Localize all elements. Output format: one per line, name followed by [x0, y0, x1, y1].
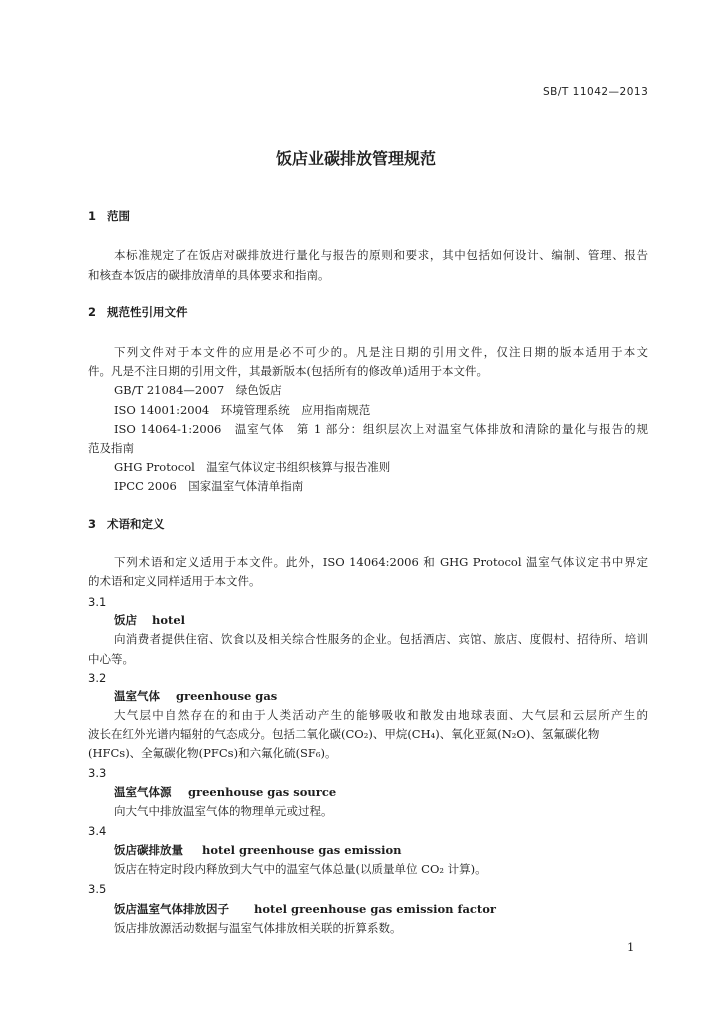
section-3-para-line-1: 下列术语和定义适用于本文件。此外，ISO 14064:2006 和 GHG Protocol 温室气体议定书中界定 — [114, 555, 648, 569]
term-definition-line: 波长在红外光谱内辐射的气态成分。包括二氧化碳(CO₂)、甲烷(CH₄)、氧化亚氮(N₂O)、氢氟碳化物 — [88, 727, 600, 741]
section-1-heading: 范围 — [107, 209, 130, 223]
section-2-para-line-2: 件。凡是不注日期的引用文件，其最新版本(包括所有的修改单)适用于本文件。 — [88, 364, 488, 378]
section-2-number: 2 — [88, 305, 97, 319]
term-english: hotel greenhouse gas emission factor — [254, 902, 496, 916]
term-definition-line: 向大气中排放温室气体的物理单元或过程。 — [114, 804, 333, 818]
term-definition-line: 饭店排放源活动数据与温室气体排放相关联的折算系数。 — [114, 921, 402, 935]
term-chinese: 饭店温室气体排放因子 — [114, 902, 229, 916]
term-chinese: 饭店 — [114, 613, 137, 627]
section-3-number: 3 — [88, 517, 97, 531]
page-number: 1 — [627, 940, 635, 954]
term-number: 3.5 — [88, 882, 107, 896]
term-number: 3.2 — [88, 671, 107, 685]
term-english: hotel — [152, 613, 186, 627]
term-number: 3.3 — [88, 766, 107, 780]
section-3-heading: 术语和定义 — [107, 517, 165, 531]
section-1-para-line-2: 和核查本饭店的碳排放清单的具体要求和指南。 — [88, 268, 330, 282]
term-definition-line: 中心等。 — [88, 652, 134, 666]
section-1-para-line-1: 本标准规定了在饭店对碳排放进行量化与报告的原则和要求，其中包括如何设计、编制、管理、报告 — [114, 248, 648, 262]
term-chinese: 温室气体源 — [114, 785, 172, 799]
reference-item: ISO 14001:2004 环境管理系统 应用指南规范 — [114, 403, 371, 417]
reference-item: GB/T 21084—2007 绿色饭店 — [114, 383, 282, 397]
term-number: 3.1 — [88, 595, 107, 609]
reference-item: GHG Protocol 温室气体议定书组织核算与报告准则 — [114, 460, 391, 474]
section-1-number: 1 — [88, 209, 97, 223]
term-definition-line: 饭店在特定时段内释放到大气中的温室气体总量(以质量单位 CO₂ 计算)。 — [114, 862, 487, 876]
section-2-para-line-1: 下列文件对于本文件的应用是必不可少的。凡是注日期的引用文件，仅注日期的版本适用于本文 — [114, 345, 648, 359]
standard-number: SB/T 11042—2013 — [543, 86, 649, 98]
section-3-para-line-2: 的术语和定义同样适用于本文件。 — [88, 574, 261, 588]
section-2-heading: 规范性引用文件 — [107, 305, 188, 319]
term-definition-line: (HFCs)、全氟碳化物(PFCs)和六氟化硫(SF₆)。 — [88, 746, 337, 760]
term-definition-line: 大气层中自然存在的和由于人类活动产生的能够吸收和散发由地球表面、大气层和云层所产生的 — [114, 708, 648, 722]
reference-item-continued: 范及指南 — [88, 441, 134, 455]
term-english: greenhouse gas — [176, 689, 278, 703]
reference-item: ISO 14064-1:2006 温室气体 第 1 部分：组织层次上对温室气体排放和清除的量化与报告的规 — [114, 422, 648, 436]
page-title: 饭店业碳排放管理规范 — [276, 149, 437, 168]
reference-item: IPCC 2006 国家温室气体清单指南 — [114, 479, 304, 493]
term-chinese: 温室气体 — [114, 689, 160, 703]
term-chinese: 饭店碳排放量 — [114, 843, 183, 857]
term-english: hotel greenhouse gas emission — [202, 843, 402, 857]
term-english: greenhouse gas source — [188, 785, 337, 799]
term-number: 3.4 — [88, 824, 107, 838]
term-definition-line: 向消费者提供住宿、饮食以及相关综合性服务的企业。包括酒店、宾馆、旅店、度假村、招待所、培训 — [114, 632, 648, 646]
